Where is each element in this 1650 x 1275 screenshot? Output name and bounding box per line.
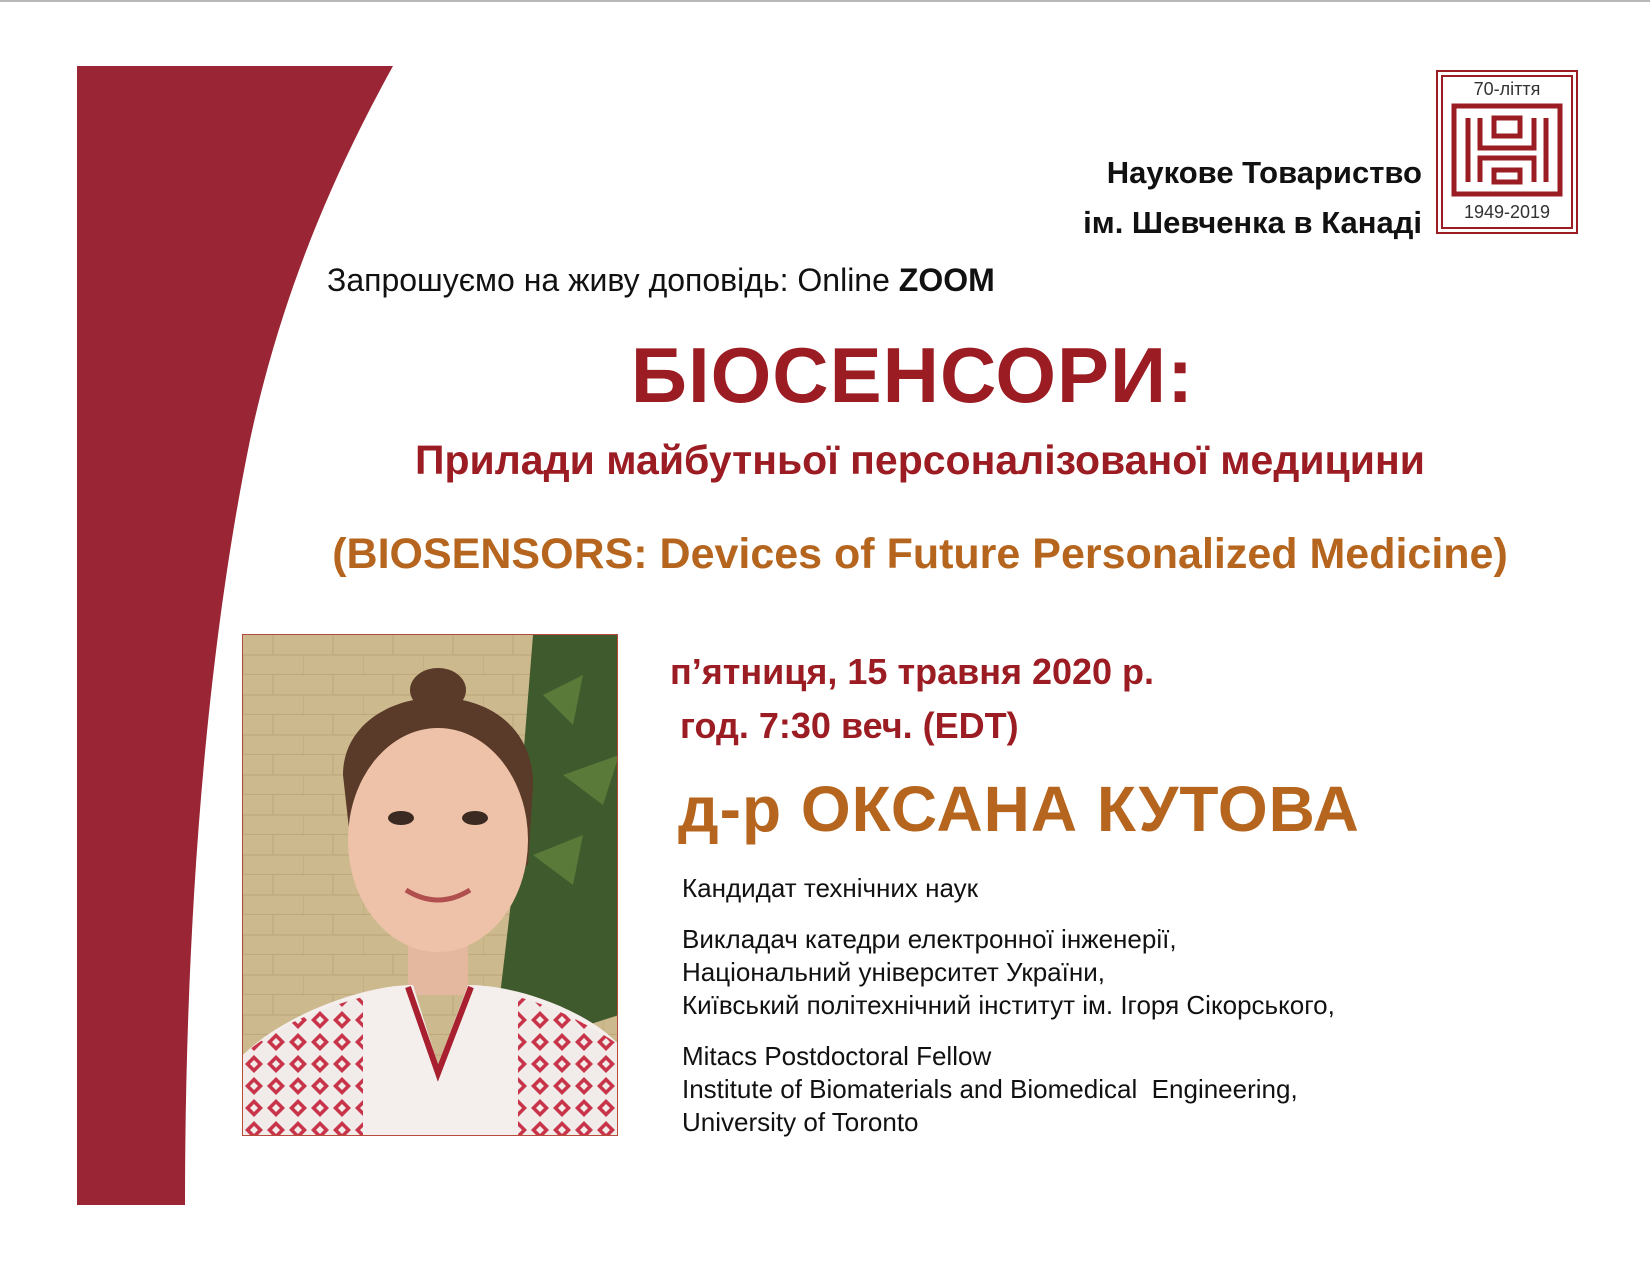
- affiliation-en-line: University of Toronto: [682, 1107, 919, 1137]
- organization-line-2: ім. Шевченка в Канаді: [1083, 205, 1422, 240]
- organization-name: [1083, 148, 1422, 248]
- event-datetime: [670, 645, 1154, 753]
- affiliation-ua-line: Київський політехнічний інститут ім. Ігоря Сікорського,: [682, 990, 1335, 1020]
- speaker-degree: Кандидат технічних наук: [682, 873, 979, 903]
- affiliation-ua: [682, 923, 1335, 1022]
- affiliation-en: [682, 1040, 1335, 1139]
- logo-bottom-text: 1949-2019: [1463, 202, 1551, 222]
- lecture-subtitle: Прилади майбутньої персоналізованої медицини: [415, 437, 1425, 483]
- lecture-title: БІОСЕНСОРИ:: [630, 331, 1195, 419]
- event-time: год. 7:30 веч. (EDT): [670, 705, 1019, 746]
- speaker-name: д-р ОКСАНА КУТОВА: [678, 773, 1360, 845]
- affiliation-en-line: Mitacs Postdoctoral Fellow: [682, 1041, 992, 1071]
- invitation-line: [327, 262, 995, 299]
- invitation-platform: ZOOM: [898, 262, 995, 298]
- invitation-text: Запрошуємо на живу доповідь: Online: [327, 262, 899, 298]
- logo-top-text: 70-ліття: [1473, 79, 1541, 99]
- affiliation-ua-line: Національний університет України,: [682, 957, 1105, 987]
- organization-line-1: Наукове Товариство: [1106, 155, 1422, 190]
- lecture-title-english: (BIOSENSORS: Devices of Future Personalized Medicine): [332, 530, 1508, 578]
- event-date: п’ятниця, 15 травня 2020 р.: [670, 651, 1155, 692]
- affiliation-en-line: Institute of Biomaterials and Biomedical Engineering,: [682, 1074, 1298, 1104]
- anniversary-logo: [1436, 70, 1578, 234]
- speaker-photo: [242, 634, 618, 1136]
- affiliation-ua-line: Викладач катедри електронної інженерії,: [682, 924, 1177, 954]
- speaker-bio: [682, 872, 1335, 1157]
